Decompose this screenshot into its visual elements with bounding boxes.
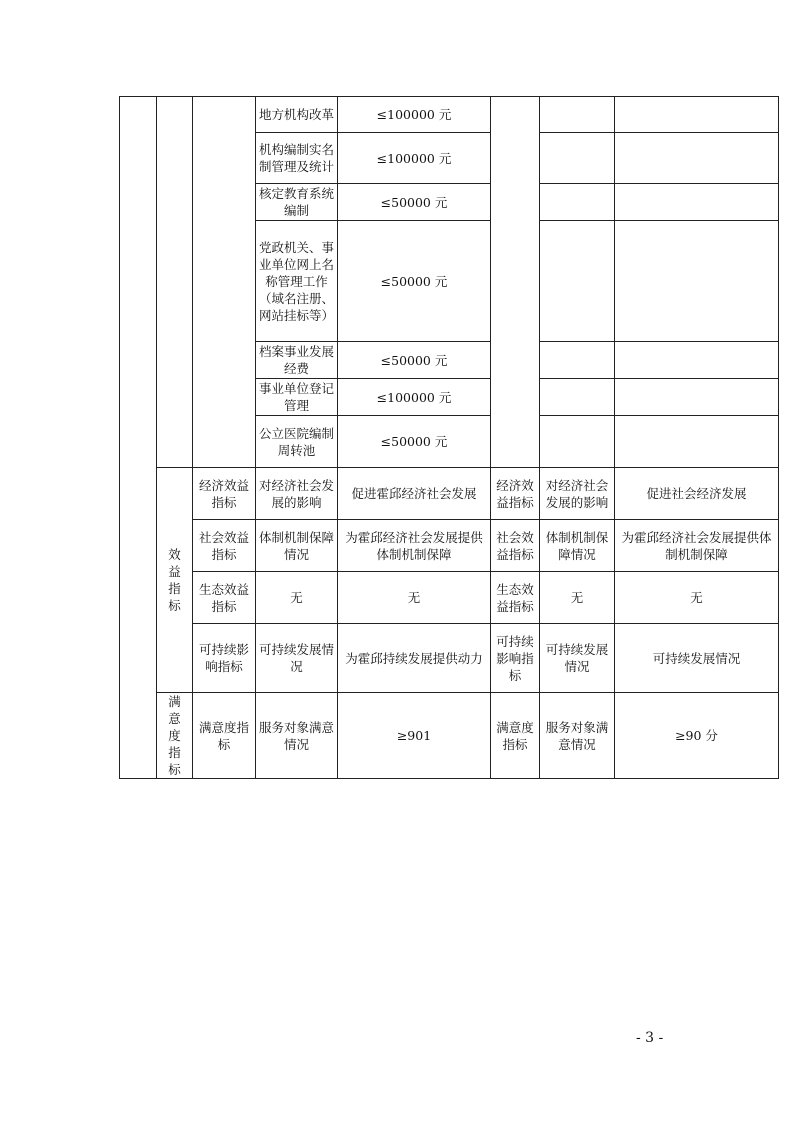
benefit-metric: 无 bbox=[256, 572, 338, 624]
blank-cell bbox=[540, 379, 615, 416]
benefit-sub: 社会效益指标 bbox=[193, 520, 256, 572]
blank-cell bbox=[540, 184, 615, 221]
cost-target: ≤50000 元 bbox=[338, 342, 491, 379]
benefit-sub: 可持续影响指标 bbox=[193, 624, 256, 693]
benefit-sub2: 生态效益指标 bbox=[491, 572, 540, 624]
cost-item: 核定教育系统编制 bbox=[256, 184, 338, 221]
benefit-sub: 生态效益指标 bbox=[193, 572, 256, 624]
blank-cell bbox=[615, 379, 779, 416]
benefit-actual: 为霍邱经济社会发展提供体制机制保障 bbox=[615, 520, 779, 572]
blank-cell bbox=[615, 133, 779, 184]
benefit-group-label: 效益指标 bbox=[157, 468, 193, 693]
blank-cell bbox=[193, 97, 256, 468]
satisfaction-sub2: 满意度指标 bbox=[491, 693, 540, 779]
blank-cell bbox=[540, 221, 615, 342]
benefit-target: 促进霍邱经济社会发展 bbox=[338, 468, 491, 520]
benefit-sub: 经济效益指标 bbox=[193, 468, 256, 520]
benefit-sub2: 社会效益指标 bbox=[491, 520, 540, 572]
satisfaction-actual: ≥90 分 bbox=[615, 693, 779, 779]
table-row bbox=[120, 624, 779, 693]
benefit-actual: 无 bbox=[615, 572, 779, 624]
blank-cell bbox=[491, 97, 540, 468]
benefit-actual: 促进社会经济发展 bbox=[615, 468, 779, 520]
benefit-target: 无 bbox=[338, 572, 491, 624]
benefit-metric: 体制机制保障情况 bbox=[256, 520, 338, 572]
cost-target: ≤50000 元 bbox=[338, 416, 491, 468]
page-number: - 3 - bbox=[636, 1030, 664, 1046]
benefit-sub2: 可持续影响指标 bbox=[491, 624, 540, 693]
blank-cell bbox=[157, 97, 193, 468]
cost-item: 公立医院编制周转池 bbox=[256, 416, 338, 468]
benefit-metric: 对经济社会发展的影响 bbox=[256, 468, 338, 520]
benefit-metric2: 对经济社会发展的影响 bbox=[540, 468, 615, 520]
benefit-metric2: 无 bbox=[540, 572, 615, 624]
satisfaction-sub: 满意度指标 bbox=[193, 693, 256, 779]
cost-target: ≤100000 元 bbox=[338, 133, 491, 184]
cost-item: 党政机关、事业单位网上名称管理工作（域名注册、网站挂标等） bbox=[256, 221, 338, 342]
outer-blank-cell bbox=[120, 97, 157, 779]
cost-target: ≤100000 元 bbox=[338, 379, 491, 416]
table-row bbox=[120, 572, 779, 624]
blank-cell bbox=[615, 97, 779, 133]
benefit-target: 为霍邱经济社会发展提供体制机制保障 bbox=[338, 520, 491, 572]
blank-cell bbox=[540, 342, 615, 379]
cost-item: 地方机构改革 bbox=[256, 97, 338, 133]
satisfaction-metric: 服务对象满意情况 bbox=[256, 693, 338, 779]
benefit-target: 为霍邱持续发展提供动力 bbox=[338, 624, 491, 693]
blank-cell bbox=[615, 184, 779, 221]
blank-cell bbox=[615, 416, 779, 468]
satisfaction-group-label: 满意度指标 bbox=[157, 693, 193, 779]
benefit-metric: 可持续发展情况 bbox=[256, 624, 338, 693]
cost-target: ≤100000 元 bbox=[338, 97, 491, 133]
table-row bbox=[120, 693, 779, 779]
benefit-metric2: 体制机制保障情况 bbox=[540, 520, 615, 572]
benefit-metric2: 可持续发展情况 bbox=[540, 624, 615, 693]
table-row bbox=[120, 97, 779, 133]
satisfaction-metric2: 服务对象满意情况 bbox=[540, 693, 615, 779]
blank-cell bbox=[540, 133, 615, 184]
cost-target: ≤50000 元 bbox=[338, 184, 491, 221]
blank-cell bbox=[540, 416, 615, 468]
blank-cell bbox=[615, 342, 779, 379]
blank-cell bbox=[615, 221, 779, 342]
benefit-sub2: 经济效益指标 bbox=[491, 468, 540, 520]
blank-cell bbox=[540, 97, 615, 133]
benefit-actual: 可持续发展情况 bbox=[615, 624, 779, 693]
table-row bbox=[120, 520, 779, 572]
cost-item: 档案事业发展经费 bbox=[256, 342, 338, 379]
cost-item: 机构编制实名制管理及统计 bbox=[256, 133, 338, 184]
table-row bbox=[120, 468, 779, 520]
performance-indicator-table bbox=[119, 96, 779, 779]
cost-target: ≤50000 元 bbox=[338, 221, 491, 342]
satisfaction-target: ≥901 bbox=[338, 693, 491, 779]
cost-item: 事业单位登记管理 bbox=[256, 379, 338, 416]
